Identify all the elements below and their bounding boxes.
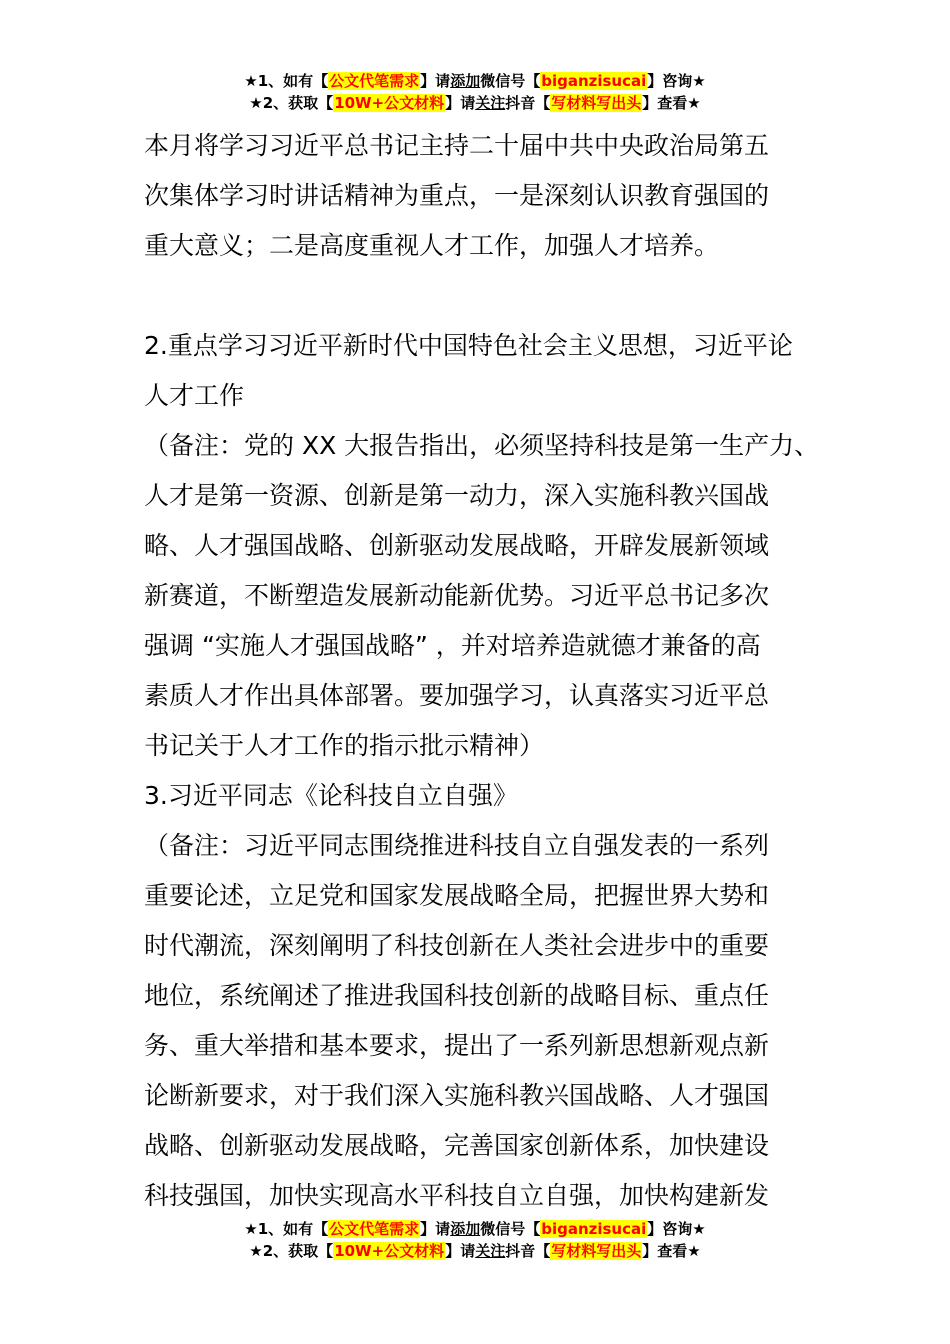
banner-line-2 <box>0 1240 950 1262</box>
underlined-text: 关注 <box>475 1242 506 1260</box>
banner-text: 】请 <box>420 1220 451 1238</box>
text-line: 素质人才作出具体部署。要加强学习，认真落实习近平总 <box>144 681 770 710</box>
underlined-text: 关注 <box>475 94 506 112</box>
text-line: 论断新要求，对于我们深入实施科教兴国战略、人才强国 <box>144 1081 770 1110</box>
banner-text: ★1、如有【 <box>244 72 329 90</box>
text-line: （备注：习近平同志围绕推进科技自立自强发表的一系列 <box>144 831 770 860</box>
banner-text: 】请 <box>445 1242 476 1260</box>
text-line: 时代潮流，深刻阐明了科技创新在人类社会进步中的重要 <box>144 931 770 960</box>
section-heading: 人才工作 <box>144 381 245 410</box>
banner-text: 】请 <box>420 72 451 90</box>
text-line: （备注：党的 XX 大报告指出，必须坚持科技是第一生产力、 <box>144 431 820 460</box>
banner-text: ★2、获取【 <box>249 94 334 112</box>
text-line: 地位，系统阐述了推进我国科技创新的战略目标、重点任 <box>144 981 770 1010</box>
text-line: 略、人才强国战略、创新驱动发展战略，开辟发展新领域 <box>144 531 770 560</box>
text-line: 科技强国，加快实现高水平科技自立自强，加快构建新发 <box>144 1181 770 1210</box>
text-line: 书记关于人才工作的指示批示精神） <box>144 731 545 760</box>
banner-text: 】咨询★ <box>647 72 706 90</box>
highlight-service: 公文代笔需求 <box>329 1220 420 1238</box>
banner-line-2 <box>0 92 950 114</box>
text-line: 次集体学习时讲话精神为重点，一是深刻认识教育强国的 <box>144 181 770 210</box>
banner-text: ★2、获取【 <box>249 1242 334 1260</box>
underlined-text: 添加 <box>450 1220 481 1238</box>
highlight-douyin: 写材料写出头 <box>551 94 642 112</box>
banner-text: 】咨询★ <box>647 1220 706 1238</box>
header-banner <box>0 70 950 114</box>
section-heading: 3.习近平同志《论科技自立自强》 <box>144 781 518 810</box>
paragraph-gap <box>144 271 824 321</box>
highlight-materials: 10W+公文材料 <box>334 1242 445 1260</box>
text-line: 重大意义；二是高度重视人才工作，加强人才培养。 <box>144 231 720 260</box>
banner-text: 抖音【 <box>505 1242 551 1260</box>
highlight-wechat-id: biganzisucai <box>541 1220 647 1238</box>
banner-text: 】查看★ <box>642 94 701 112</box>
banner-text: 微信号【 <box>480 1220 541 1238</box>
text-line: 战略、创新驱动发展战略，完善国家创新体系，加快建设 <box>144 1131 770 1160</box>
text-line: 新赛道，不断塑造发展新动能新优势。习近平总书记多次 <box>144 581 770 610</box>
document-body <box>144 121 824 1221</box>
text-line: 本月将学习习近平总书记主持二十届中共中央政治局第五 <box>144 131 770 160</box>
highlight-materials: 10W+公文材料 <box>334 94 445 112</box>
banner-line-1 <box>0 70 950 92</box>
text-line: 人才是第一资源、创新是第一动力，深入实施科教兴国战 <box>144 481 770 510</box>
text-line: 重要论述，立足党和国家发展战略全局，把握世界大势和 <box>144 881 770 910</box>
highlight-wechat-id: biganzisucai <box>541 72 647 90</box>
banner-text: ★1、如有【 <box>244 1220 329 1238</box>
banner-line-1 <box>0 1218 950 1240</box>
text-line: 务、重大举措和基本要求，提出了一系列新思想新观点新 <box>144 1031 770 1060</box>
highlight-service: 公文代笔需求 <box>329 72 420 90</box>
banner-text: 】请 <box>445 94 476 112</box>
footer-banner <box>0 1218 950 1262</box>
banner-text: 抖音【 <box>505 94 551 112</box>
underlined-text: 添加 <box>450 72 481 90</box>
banner-text: 微信号【 <box>480 72 541 90</box>
text-line: 强调 “实施人才强国战略” ，并对培养造就德才兼备的高 <box>144 631 761 660</box>
section-heading: 2.重点学习习近平新时代中国特色社会主义思想，习近平论 <box>144 331 793 360</box>
banner-text: 】查看★ <box>642 1242 701 1260</box>
highlight-douyin: 写材料写出头 <box>551 1242 642 1260</box>
